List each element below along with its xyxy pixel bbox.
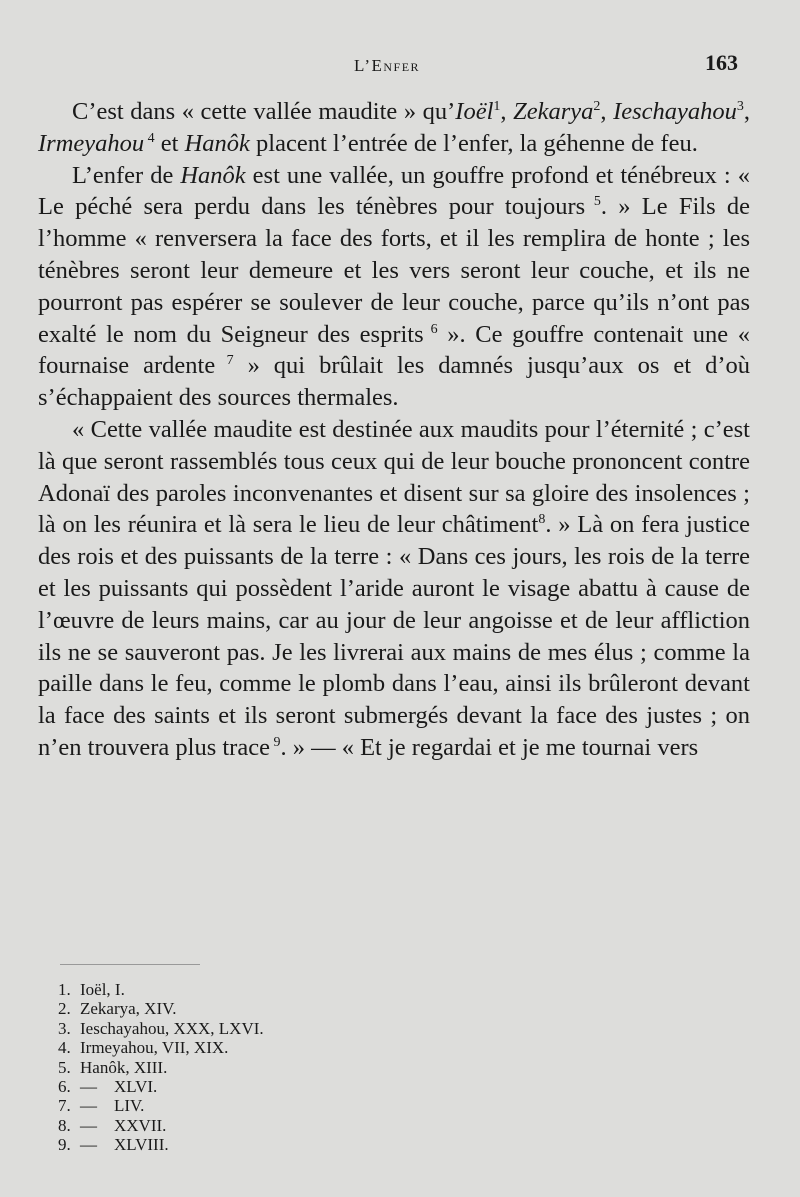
page-number: 163: [705, 50, 738, 75]
text-run: . » Là on fera justice des rois et des puissants de la terre : « Dans ces jours, les rois de la terre et les puissants qui possèdent l’aride auront le visage abattu à cause de l’œuvre de leurs mains, car au jour de leur angoisse et de leur affliction ils ne se sauveront pas. Je les livrerai aux mains de mes élus ; comme la paille dans le feu, comme le plomb dans l’eau, ainsi ils brûleront devant la face des saints et ils seront submergés devant la face des justes ; on n’en trouvera plus trace: [38, 511, 751, 761]
footnote-divider: [60, 964, 200, 965]
text-run: . » Le Fils de l’homme « renversera la face des forts, et il les remplira de honte ; les ténèbres seront leur demeure et les vers seront leur couche, et ils ne pourront pas espérer se soulever de leur couche, parce qu’ils n’ont pas exalté le nom du Seigneur des esprits: [38, 193, 751, 348]
italic-name: Ioël: [455, 98, 494, 125]
page-header: [0, 46, 800, 76]
italic-name: Zekarya: [513, 98, 594, 125]
italic-name: Hanôk: [180, 161, 246, 189]
paragraph: [38, 96, 750, 160]
footnote-text: Ioël, I.: [80, 980, 125, 999]
text-run: et: [154, 129, 185, 157]
main-text: [38, 96, 750, 764]
footnote: [58, 1096, 558, 1115]
footnote: [58, 1058, 558, 1077]
footnote-number: 1.: [58, 980, 71, 999]
footnote-text: — LIV.: [80, 1096, 145, 1116]
footnote: [58, 980, 558, 999]
text-run: ,: [600, 98, 614, 125]
paragraph: [38, 160, 750, 414]
footnote: [58, 1135, 558, 1154]
footnote-number: 8.: [58, 1115, 71, 1135]
text-run: ,: [743, 98, 751, 125]
text-run: placent l’entrée de l’enfer, la géhenne de feu.: [249, 129, 698, 157]
footnote-ref: 7: [215, 353, 234, 369]
paragraph: [38, 414, 750, 764]
footnote-ref: 6: [423, 321, 438, 337]
footnote-number: 7.: [58, 1096, 71, 1116]
footnote-ref: 2: [593, 98, 601, 114]
footnote: [58, 1019, 558, 1038]
footnotes: [58, 980, 558, 1155]
footnote: [58, 1116, 558, 1135]
footnote-text: — XLVIII.: [80, 1135, 169, 1155]
footnote: [58, 1038, 558, 1057]
footnote-number: 5.: [58, 1057, 71, 1077]
italic-name: Ieschayahou: [613, 98, 737, 125]
footnote-number: 6.: [58, 1077, 71, 1097]
footnote-ref: 1: [493, 98, 501, 114]
footnote-number: 9.: [58, 1135, 71, 1155]
text-run: L’enfer de: [72, 161, 181, 189]
footnote-number: 4.: [58, 1038, 71, 1058]
text-run: » qui brûlait les damnés jusqu’aux os et d’où s’échappaient des sources thermales.: [38, 352, 750, 412]
footnote-number: 2.: [58, 999, 71, 1019]
footnote-text: Irmeyahou, VII, XIX.: [80, 1038, 229, 1058]
italic-name: Irmeyahou: [38, 129, 145, 157]
footnote-text: — XLVI.: [80, 1077, 158, 1097]
italic-name: Hanôk: [184, 129, 250, 157]
text-run: ». Ce gouffre contenait une « fournaise ardente: [38, 320, 750, 380]
footnote-ref: 4: [144, 130, 155, 146]
running-title: L’Enfer: [354, 56, 421, 75]
text-run: C’est dans « cette vallée maudite » qu’: [72, 98, 456, 125]
text-run: ,: [500, 98, 514, 125]
footnote-ref: 5: [585, 194, 601, 210]
footnote-text: Hanôk, XIII.: [80, 1057, 168, 1077]
text-run: est une vallée, un gouffre profond et ténébreux : « Le péché sera perdu dans les ténèbres pour toujours: [38, 161, 750, 221]
text-run: « Cette vallée maudite est destinée aux maudits pour l’éternité ; c’est là que seront rassemblés tous ceux qui de leur bouche prononcent contre Adonaï des paroles inconvenantes et disent sur sa gloire des insolences ; là on les réunira et là sera le lieu de leur châtiment: [38, 415, 750, 539]
footnote-text: Ieschayahou, XXX, LXVI.: [80, 1018, 264, 1038]
text-run: . » — « Et je regardai et je me tournai vers: [280, 733, 699, 761]
footnote-ref: 3: [736, 98, 744, 114]
footnote-number: 3.: [58, 1018, 71, 1038]
footnote-ref: 8: [538, 512, 546, 528]
footnote: [58, 1077, 558, 1096]
footnote-text: Zekarya, XIV.: [80, 999, 177, 1019]
footnote-text: — XXVII.: [80, 1115, 167, 1135]
footnote-ref: 9: [269, 734, 281, 750]
footnote: [58, 999, 558, 1018]
